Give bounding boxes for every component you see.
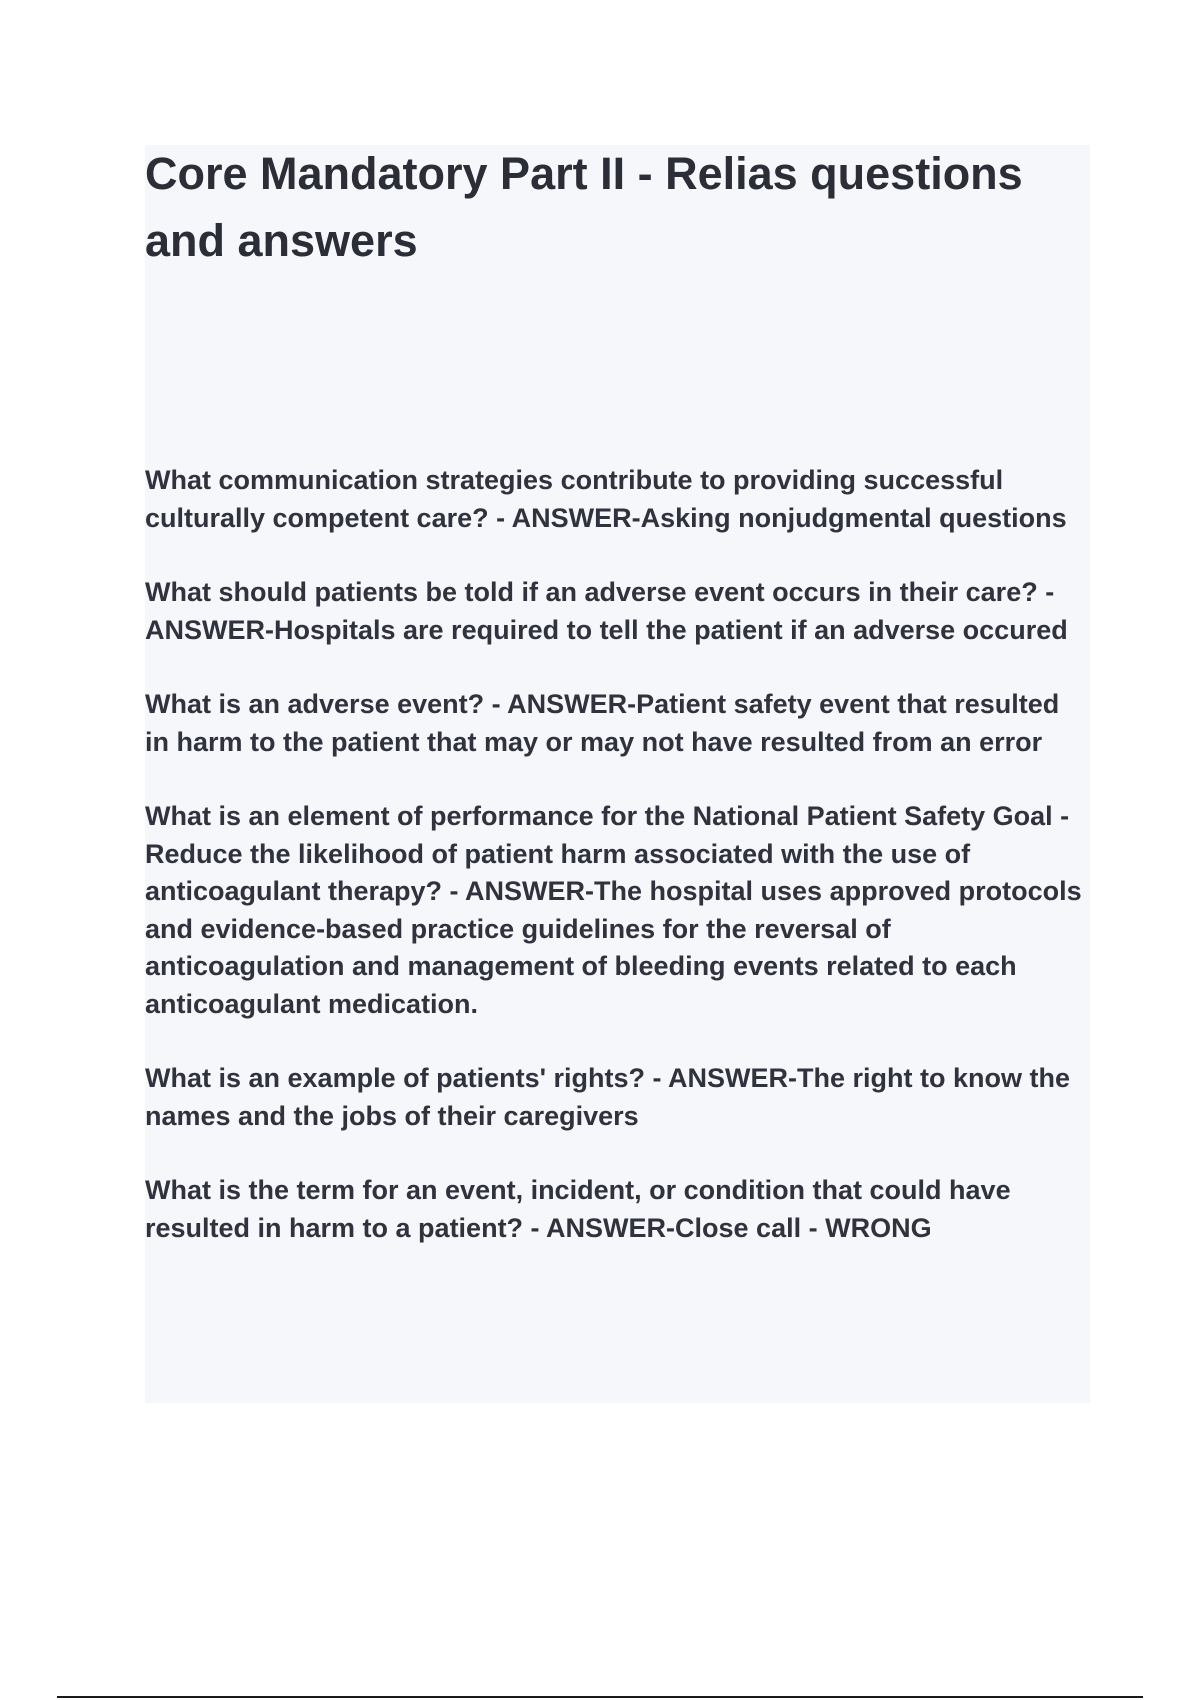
footer-divider: [57, 1696, 1143, 1698]
qa-item: What is the term for an event, incident, or condition that could have resulted in harm to a patient? - ANSWER-Close call - WRONG: [145, 1175, 1011, 1243]
page-title: Core Mandatory Part II - Relias questions and answers: [145, 148, 1023, 266]
qa-item: What should patients be told if an adverse event occurs in their care? - ANSWER-Hospitals are required to tell the patient if an adverse occured: [145, 577, 1068, 645]
qa-item: What communication strategies contribute to providing successful culturally competent care? - ANSWER-Asking nonjudgmental questions: [145, 465, 1067, 533]
qa-item: What is an example of patients' rights? - ANSWER-The right to know the names and the jobs of their caregivers: [145, 1063, 1070, 1131]
qa-item: What is an element of performance for the National Patient Safety Goal - Reduce the likelihood of patient harm associated with the use of anticoagulant therapy? - ANSWER-The hospital uses approved protocols and evidence-based practice guidelines for the reversal of anticoagulation and management of bleeding events related to each anticoagulant medication.: [145, 801, 1082, 1019]
qa-list: [145, 462, 1090, 1284]
qa-item: What is an adverse event? - ANSWER-Patient safety event that resulted in harm to the patient that may or may not have resulted from an error: [145, 689, 1060, 757]
